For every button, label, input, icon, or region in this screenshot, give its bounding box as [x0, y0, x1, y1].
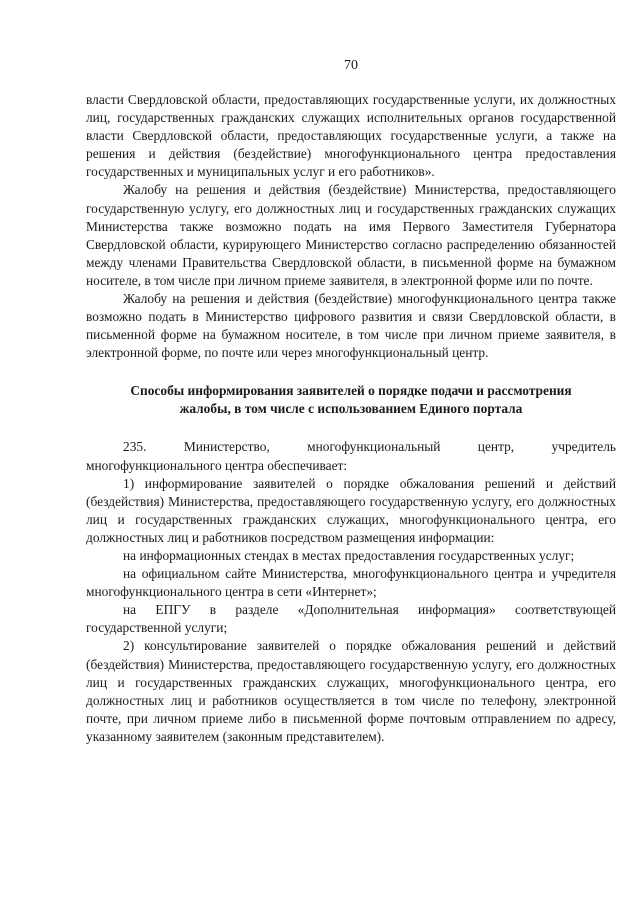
paragraph: на официальном сайте Министерства, многофункционального центра и учредителя многофункционального центра в сети «Интернет»;	[86, 566, 616, 600]
paragraph: на информационных стендах в местах предоставления государственных услуг;	[123, 547, 575, 563]
paragraph: власти Свердловской области, предоставляющих государственные услуги, их должностных лиц, государственных гражданских служащих исполнительных органов государственной власти Свердловской области, предоставляющих государственные услуги, а также на решения и действия (бездействие) многофункционального центра предоставления государственных и муниципальных услуг и его работников».	[86, 92, 616, 180]
paragraph: 1) информирование заявителей о порядке обжалования решений и действий (бездействия) Министерства, предоставляющего государственную услугу, его должностных лиц и государственных гражданских служащих, многофункционального центра, его должностных лиц и работников посредством размещения информации:	[86, 475, 616, 545]
paragraph: на ЕПГУ в разделе «Дополнительная информация» соответствующей государственной услуги;	[86, 602, 616, 636]
section-heading-line: жалобы, в том числе с использованием Единого портала	[179, 401, 523, 417]
section-heading-line: Способы информирования заявителей о порядке подачи и рассмотрения	[130, 383, 572, 399]
paragraph: 2) консультирование заявителей о порядке обжалования решений и действий (бездействия) Министерства, предоставляющего государственную услугу, его должностных лиц и государственных гражданских служащих, многофункционального центра, его должностных лиц и работников осуществляется в том числе по телефону, электронной почте, при личном приеме либо в письменной форме почтовым отправлением по адресу, указанному заявителем (законным представителем).	[86, 638, 616, 744]
paragraph: Жалобу на решения и действия (бездействие) Министерства, предоставляющего государственную услугу, его должностных лиц и государственных гражданских служащих Министерства также возможно подать на имя Первого Заместителя Губернатора Свердловской области, курирующего Министерство согласно распределению обязанностей между членами Правительства Свердловской области, в письменной форме на бумажном носителе, в том числе при личном приеме заявителя, в электронной форме или по почте.	[86, 182, 616, 288]
page-number: 70	[344, 58, 358, 73]
paragraph: Жалобу на решения и действия (бездействие) многофункционального центра также возможно подать в Министерство цифрового развития и связи Свердловской области, в письменной форме на бумажном носителе, в том числе при личном приеме заявителя, в электронной форме, по почте или через многофункциональный центр.	[86, 291, 616, 361]
paragraph: 235. Министерство, многофункциональный центр, учредитель многофункционального центра обеспечивает:	[86, 439, 616, 473]
section-heading	[86, 382, 616, 418]
document-body	[86, 91, 616, 746]
